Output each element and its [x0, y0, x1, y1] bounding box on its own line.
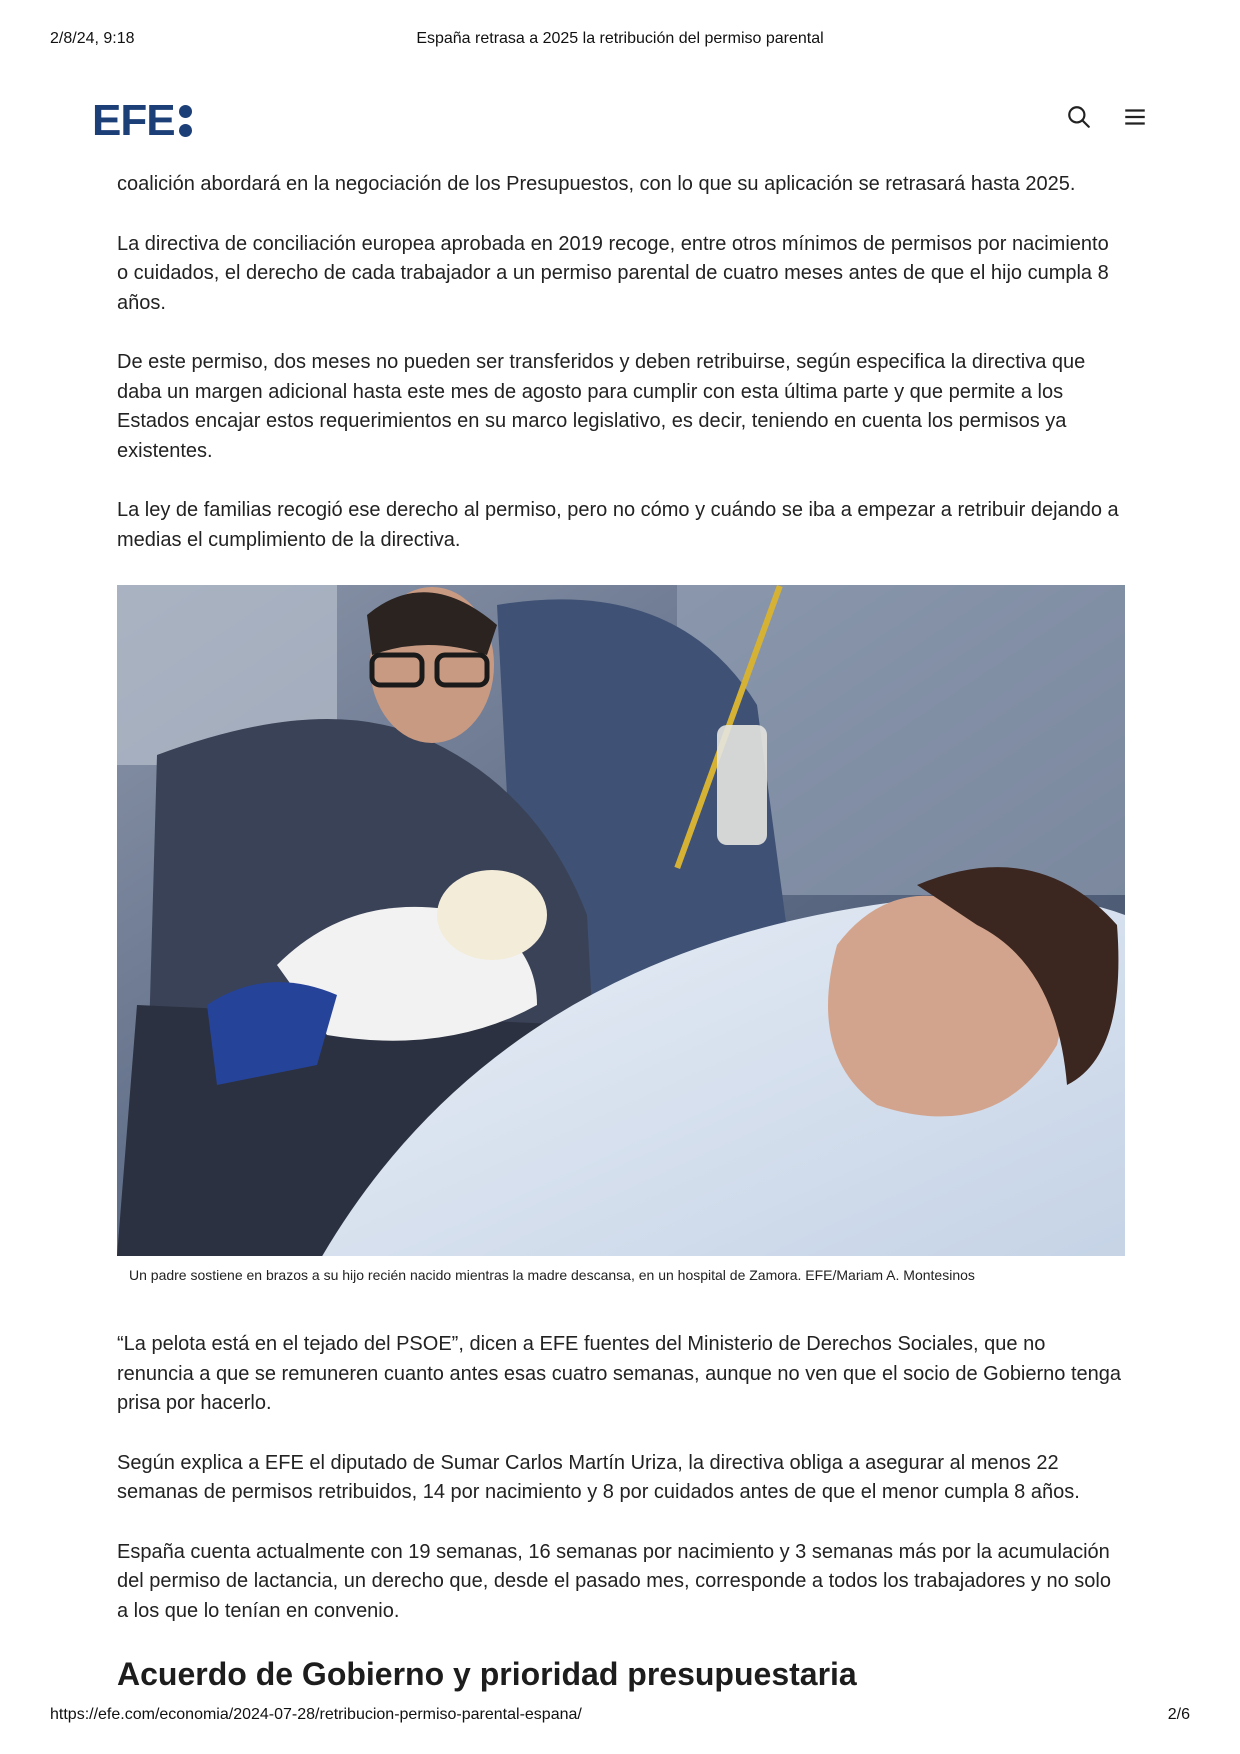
article-paragraph: Según explica a EFE el diputado de Sumar Carlos Martín Uriza, la directiva obliga a asegurar al menos 22 semanas de permisos retribuidos, 14 por nacimiento y 8 por cuidados antes de que el menor cumpla 8 años. [117, 1451, 1080, 1503]
site-header [92, 92, 1148, 148]
section-subheading: Acuerdo de Gobierno y prioridad presupuestaria [117, 1656, 857, 1692]
print-footer [50, 1706, 1190, 1730]
article-paragraph: coalición abordará en la negociación de los Presupuestos, con lo que su aplicación se retrasará hasta 2025. [117, 173, 1076, 195]
article-photo [117, 585, 1125, 1256]
logo-text: EFE [92, 96, 175, 145]
print-url[interactable]: https://efe.com/economia/2024-07-28/retribucion-permiso-parental-espana/ [50, 1706, 582, 1723]
print-title: España retrasa a 2025 la retribución del permiso parental [416, 30, 824, 47]
article-paragraph: De este permiso, dos meses no pueden ser transferidos y deben retribuirse, según especifica la directiva que daba un margen adicional hasta este mes de agosto para cumplir con esta última parte y que permite a los Estados encajar estos requerimientos en su marco legislativo, es decir, teniendo en cuenta los permisos ya existentes. [117, 351, 1086, 462]
photo-caption: Un padre sostiene en brazos a su hijo recién nacido mientras la madre descansa, en un hospital de Zamora. EFE/Mariam A. Montesinos [129, 1267, 975, 1283]
photo-hospital-father-baby-mother [117, 585, 1125, 1256]
print-header [50, 30, 1190, 54]
print-page-number: 2/6 [1167, 1706, 1190, 1723]
article-paragraph: La ley de familias recogió ese derecho al permiso, pero no cómo y cuándo se iba a empezar a retribuir dejando a medias el cumplimiento de la directiva. [117, 499, 1119, 551]
article-body [117, 170, 1125, 1693]
efe-logo[interactable] [92, 96, 192, 146]
article-paragraph: España cuenta actualmente con 19 semanas, 16 semanas por nacimiento y 3 semanas más por la acumulación del permiso de lactancia, un derecho que, desde el pasado mes, corresponde a todos los trabajadores y no solo a los que lo tenían en convenio. [117, 1540, 1111, 1622]
logo-dots-icon [179, 105, 192, 137]
article-paragraph: La directiva de conciliación europea aprobada en 2019 recoge, entre otros mínimos de permisos por nacimiento o cuidados, el derecho de cada trabajador a un permiso parental de cuatro meses antes de que el hijo cumpla 8 años. [117, 232, 1109, 314]
header-actions [1066, 104, 1148, 130]
search-icon[interactable] [1066, 104, 1092, 130]
print-date: 2/8/24, 9:18 [50, 30, 135, 47]
article-paragraph: “La pelota está en el tejado del PSOE”, dicen a EFE fuentes del Ministerio de Derechos Sociales, que no renuncia a que se remuneren cuanto antes esas cuatro semanas, aunque no ven que el socio de Gobierno tenga prisa por hacerlo. [117, 1333, 1122, 1414]
hamburger-menu-icon[interactable] [1122, 104, 1148, 130]
